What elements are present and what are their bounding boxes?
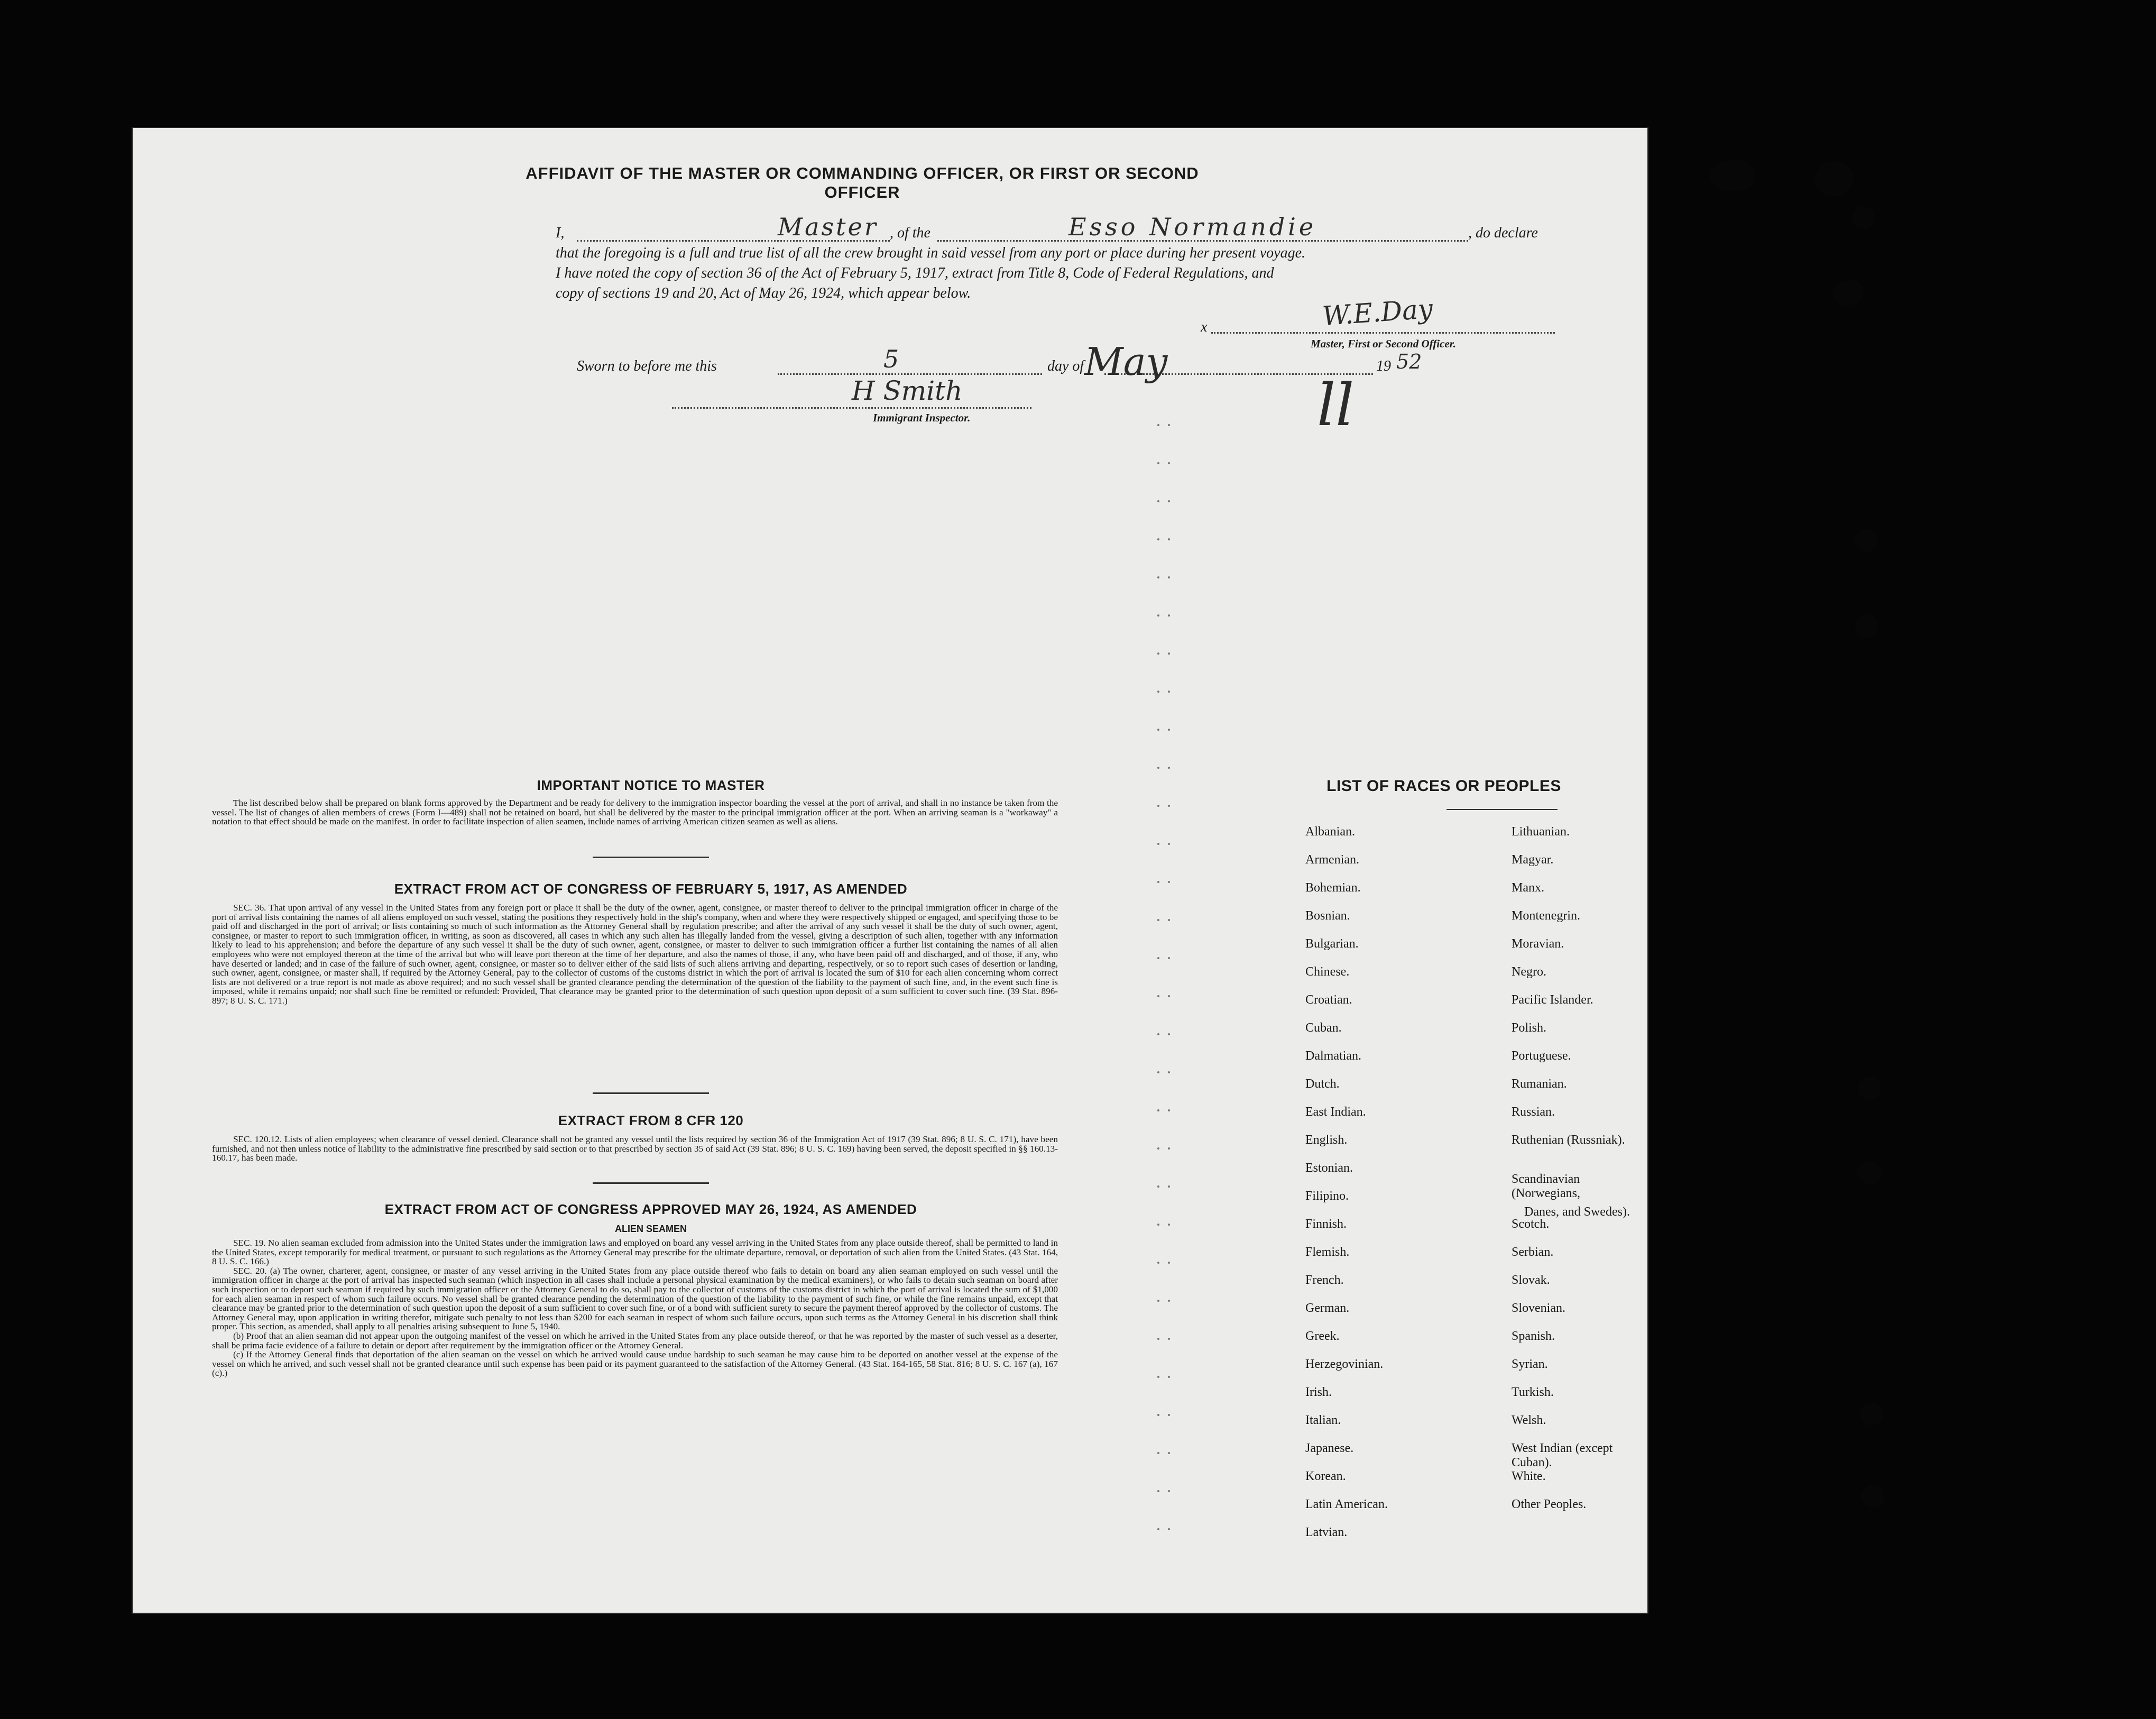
race-item: Albanian. bbox=[1305, 825, 1355, 839]
year-handwritten: 52 bbox=[1396, 350, 1422, 373]
guide-dot bbox=[1157, 500, 1159, 502]
race-item: Moravian. bbox=[1512, 937, 1564, 951]
guide-dot bbox=[1157, 1414, 1159, 1416]
day-line bbox=[778, 373, 1042, 375]
signature-x-mark: x bbox=[1201, 319, 1208, 335]
label-of-the: , of the bbox=[890, 225, 930, 241]
punch-hole bbox=[1855, 614, 1878, 638]
guide-dot bbox=[1168, 576, 1170, 578]
ink-blot bbox=[1833, 280, 1863, 306]
race-item: Croatian. bbox=[1305, 993, 1352, 1007]
guide-dot bbox=[1157, 576, 1159, 578]
inspector-line bbox=[672, 407, 1031, 409]
extract-1924-body bbox=[212, 1238, 1058, 1378]
race-item: Rumanian. bbox=[1512, 1077, 1567, 1091]
guide-dot bbox=[1168, 1224, 1170, 1226]
affidavit-title: AFFIDAVIT OF THE MASTER OR COMMANDING OFFICER, OR FIRST OR SECOND OFFICER bbox=[526, 164, 1199, 201]
guide-dot bbox=[1168, 1376, 1170, 1378]
race-item: Other Peoples. bbox=[1512, 1497, 1587, 1511]
race-item: French. bbox=[1305, 1273, 1344, 1287]
guide-dot bbox=[1157, 424, 1159, 426]
affidavit-line-2: that the foregoing is a full and true list of all the crew brought in said vessel from any port or place during her present voyage. bbox=[556, 245, 1306, 261]
guide-dot bbox=[1168, 1147, 1170, 1150]
race-item: Chinese. bbox=[1305, 965, 1350, 979]
race-item: Bohemian. bbox=[1305, 881, 1361, 895]
extract-cfr-title: EXTRACT FROM 8 CFR 120 bbox=[558, 1113, 744, 1128]
race-item: Syrian. bbox=[1512, 1357, 1548, 1371]
sec-20c-text: (c) If the Attorney General finds that deportation of the alien seaman on the vessel on which he arrived would cause undue hardship to such seaman he may cause him to be deported on another vessel at the expense of the vessel on which he arrived, and such vessel shall not be granted clearance until such expense has been paid or its payment guaranteed to the satisfaction of the Attorney General. (43 Stat. 164-165, 58 Stat. 816; 8 U. S. C. 167 (a), 167 (c).) bbox=[212, 1349, 1058, 1378]
extract-cfr-body: SEC. 120.12. Lists of alien employees; when clearance of vessel denied. Clearance shall not be granted any vessel until the lists required by section 36 of the Immigration Act of 1917 (39 Stat. 896; 8 U. S. C. 171), have been furnished, and not then unless notice of liability to the administrative fine prescribed by said section or to that prescribed by section 35 of said Act (39 Stat. 896; 8 U. S. C. 169) having been served, the deposit specified in §§ 160.13-160.17, has been made. bbox=[212, 1134, 1058, 1163]
race-item: Dalmatian. bbox=[1305, 1049, 1361, 1063]
guide-dot bbox=[1168, 614, 1170, 617]
race-item: Turkish. bbox=[1512, 1385, 1554, 1399]
guide-dot bbox=[1168, 1185, 1170, 1188]
race-item: Italian. bbox=[1305, 1413, 1341, 1427]
extract-1917-body: SEC. 36. That upon arrival of any vessel in the United States from any foreign port or place it shall be the duty of the owner, agent, consignee, or master thereof to deliver to the principal immigration officer in charge of the port of arrival lists containing the names of all aliens employed on such vessel, stating the positions they respectively hold in the ship's company, when and where they were respectively shipped or engaged, and specifying those to be paid off and discharged in the port of arrival; or lists containing so much of such information as the Attorney General shall by regulation prescribe; and after the arrival of any such vessel it shall be the duty of such owner, agent, consignee, or master to report to such immigration officer, in writing, as soon as discovered, all cases in which any such alien has illegally landed from the vessel, giving a description of such alien, together with any information likely to lead to his apprehension; and before the departure of any such vessel it shall be the duty of such owner, agent, consignee, or master to deliver to such immigration officer a further list containing the names of all alien employees who were not employed thereon at the time of the arrival but who will leave port thereon at the time of her departure, and also the names of those, if any, who have been paid off and discharged, and of those, if any, who have deserted or landed; and in case of the failure of such owner, agent, consignee, or master so to deliver either of the said lists of such aliens arriving and departing, respectively, or so to report such cases of desertion or landing, such owner, agent, consignee, or master shall, if required by the Attorney General, pay to the collector of customs of the customs district in which the port of arrival is located the sum of $10 for each alien concerning whom correct lists are not delivered or a true report is not made as above required; and no such vessel shall be granted clearance pending the determination of the question of the liability to the payment of such fine, and, in the event such fine is imposed, while it remains unpaid; nor shall such fine be remitted or refunded: Provided, That clearance may be granted prior to the determination of such question upon deposit of a sum sufficient to cover such fine. (39 Stat. 896-897; 8 U. S. C. 171.) bbox=[212, 903, 1058, 1006]
guide-dot bbox=[1168, 500, 1170, 502]
guide-dot bbox=[1157, 1490, 1159, 1492]
guide-dot bbox=[1157, 1224, 1159, 1226]
label-year-prefix: 19 bbox=[1376, 358, 1391, 374]
sec-20-text: SEC. 20. (a) The owner, charterer, agent, consignee, or master of any vessel arriving in the United States from any place outside thereof who fails to detain on board any alien seaman employed on such vessel until the immigration officer in charge at the port of arrival has inspected such seaman (which inspection in all cases shall include a personal physical examination by the medical examiners), or who fails to detain such seaman on board after such inspection or to deport such seaman if required by such immigration officer or the Attorney General to do so, shall pay to the collector of customs of the customs district in which the port of arrival is located the sum of $1,000 for each alien seaman in respect of whom such failure occurs. No vessel shall be granted clearance pending the determination of the question of the liability to the payment of such fine, or while the fine remains unpaid, except that clearance may be granted prior to the determination of such question upon the deposit of a sum sufficient to cover such fine, or of a bond with sufficient surety to secure the payment thereof approved by the collector of customs. The Attorney General may, upon application in writing therefor, mitigate such penalty to not less than $200 for each seaman in respect of whom such failure occurs, upon such terms as the Attorney General in his discretion shall think proper. This section, as amended, shall apply to all penalties arising subsequent to June 5, 1940. bbox=[212, 1265, 1058, 1332]
divider-1 bbox=[593, 857, 709, 858]
guide-dot bbox=[1157, 1376, 1159, 1378]
race-item: Korean. bbox=[1305, 1469, 1346, 1483]
master-signature-handwritten: W.E.Day bbox=[1321, 293, 1434, 332]
race-item: Serbian. bbox=[1512, 1245, 1554, 1259]
guide-dot bbox=[1168, 1071, 1170, 1073]
race-item: Spanish. bbox=[1512, 1329, 1555, 1343]
race-item: Irish. bbox=[1305, 1385, 1332, 1399]
punch-hole bbox=[1861, 1485, 1884, 1508]
guide-dot bbox=[1168, 995, 1170, 997]
sec-19-text: SEC. 19. No alien seaman excluded from admission into the United States under the immigration laws and employed on board any vessel arriving in the United States from any place outside thereof, shall be permitted to land in the United States, except temporarily for medical treatment, or pursuant to such regulations as the Attorney General may prescribe for the ultimate departure, removal, or deportation of such alien from the United States. (43 Stat. 164, 8 U. S. C. 166.) bbox=[212, 1238, 1058, 1267]
guide-dot bbox=[1157, 1109, 1159, 1111]
guide-dot bbox=[1168, 1414, 1170, 1416]
sec-20b-text: (b) Proof that an alien seaman did not appear upon the outgoing manifest of the vessel on which he arrived in the United States from any place outside thereof, or that he was reported by the master of such vessel as a deserter, shall be prima facie evidence of a failure to detain or deport after requirement by the immigration officer or the Attorney General. bbox=[212, 1330, 1058, 1350]
race-item: Scotch. bbox=[1512, 1217, 1550, 1231]
ink-blot bbox=[1811, 157, 1857, 202]
guide-dot bbox=[1157, 995, 1159, 997]
race-item: Japanese. bbox=[1305, 1441, 1354, 1455]
guide-dot bbox=[1157, 919, 1159, 921]
guide-dot bbox=[1157, 1185, 1159, 1188]
race-item: Cuban. bbox=[1305, 1021, 1342, 1035]
guide-dot bbox=[1168, 691, 1170, 693]
form-sheet bbox=[133, 128, 1647, 1613]
guide-dot bbox=[1168, 424, 1170, 426]
race-item: Armenian. bbox=[1305, 853, 1359, 867]
guide-dot bbox=[1157, 1262, 1159, 1264]
guide-dot bbox=[1157, 843, 1159, 845]
race-item: Montenegrin. bbox=[1512, 909, 1580, 923]
notice-title: IMPORTANT NOTICE TO MASTER bbox=[537, 777, 765, 793]
race-item: Latvian. bbox=[1305, 1525, 1348, 1539]
race-item: Magyar. bbox=[1512, 853, 1554, 867]
guide-dot bbox=[1157, 1071, 1159, 1073]
race-item: Dutch. bbox=[1305, 1077, 1340, 1091]
race-item: Latin American. bbox=[1305, 1497, 1388, 1511]
extract-1924-title: EXTRACT FROM ACT OF CONGRESS APPROVED MAY 26, 1924, AS AMENDED bbox=[384, 1201, 917, 1217]
affidavit-line-4: copy of sections 19 and 20, Act of May 26, 1924, which appear below. bbox=[556, 285, 971, 301]
guide-dot bbox=[1157, 538, 1159, 540]
races-title-rule bbox=[1446, 809, 1558, 810]
race-item: Negro. bbox=[1512, 965, 1546, 979]
race-item: English. bbox=[1305, 1133, 1348, 1147]
inspector-signature-handwritten: H Smith bbox=[852, 375, 963, 406]
race-item: Welsh. bbox=[1512, 1413, 1546, 1427]
races-title: LIST OF RACES OR PEOPLES bbox=[1326, 777, 1561, 795]
guide-dot bbox=[1157, 1338, 1159, 1340]
guide-dot bbox=[1168, 805, 1170, 807]
label-i: I, bbox=[556, 225, 565, 241]
guide-dot bbox=[1157, 957, 1159, 959]
race-item: Ruthenian (Russniak). bbox=[1512, 1133, 1625, 1147]
notice-body: The list described below shall be prepared on blank forms approved by the Department and be ready for delivery to the immigration inspector boarding the vessel at the port of arrival, and shall in no instance be taken from the vessel. The list of changes of alien members of crews (Form I—489) shall not be retained on board, but shall be delivered by the master to the principal immigration officer at the port. When an arriving seaman is a "workaway" a notation to that effect should be made on the manifest. In order to facilitate inspection of alien seamen, include names of arriving American citizen seamen as well as aliens. bbox=[212, 798, 1058, 827]
guide-dot bbox=[1157, 462, 1159, 464]
guide-dot bbox=[1157, 805, 1159, 807]
vessel-name-handwritten: Esso Normandie bbox=[1068, 213, 1317, 241]
guide-dot bbox=[1168, 843, 1170, 845]
race-item: Manx. bbox=[1512, 881, 1544, 895]
inspector-label: Immigrant Inspector. bbox=[873, 411, 971, 424]
guide-dot bbox=[1157, 691, 1159, 693]
guide-dot bbox=[1168, 1490, 1170, 1492]
punch-hole bbox=[1858, 1077, 1881, 1100]
guide-dot bbox=[1157, 881, 1159, 883]
guide-dot bbox=[1157, 767, 1159, 769]
race-item: Filipino. bbox=[1305, 1189, 1349, 1203]
punch-hole bbox=[1855, 529, 1878, 552]
ink-blot bbox=[1707, 156, 1757, 195]
signature-label: Master, First or Second Officer. bbox=[1311, 337, 1456, 350]
race-item: Flemish. bbox=[1305, 1245, 1350, 1259]
guide-dot bbox=[1168, 1033, 1170, 1035]
race-item: Danes, and Swedes). bbox=[1524, 1205, 1630, 1219]
race-item: East Indian. bbox=[1305, 1105, 1366, 1119]
race-item: Greek. bbox=[1305, 1329, 1340, 1343]
guide-dot bbox=[1168, 462, 1170, 464]
guide-dot bbox=[1168, 881, 1170, 883]
race-item: West Indian (except Cuban). bbox=[1512, 1441, 1613, 1469]
race-item: Russian. bbox=[1512, 1105, 1555, 1119]
officer-title-handwritten: Master bbox=[778, 213, 878, 241]
guide-dot bbox=[1157, 614, 1159, 617]
punch-hole bbox=[1860, 1402, 1883, 1426]
punch-hole bbox=[1858, 1161, 1881, 1184]
guide-dot bbox=[1157, 1147, 1159, 1150]
guide-dot bbox=[1168, 729, 1170, 731]
guide-dot bbox=[1157, 729, 1159, 731]
guide-dot bbox=[1168, 1528, 1170, 1530]
guide-dot bbox=[1157, 1033, 1159, 1035]
race-item: Slovenian. bbox=[1512, 1301, 1565, 1315]
month-handwritten: May bbox=[1084, 339, 1168, 384]
race-item: Finnish. bbox=[1305, 1217, 1347, 1231]
guide-dot bbox=[1168, 1262, 1170, 1264]
race-item: Estonian. bbox=[1305, 1161, 1353, 1175]
race-item: Polish. bbox=[1512, 1021, 1547, 1035]
extract-1924-subtitle: ALIEN SEAMEN bbox=[614, 1224, 687, 1234]
race-item: Slovak. bbox=[1512, 1273, 1550, 1287]
guide-dot bbox=[1168, 919, 1170, 921]
guide-dot bbox=[1157, 1300, 1159, 1302]
label-day-of: day of bbox=[1047, 358, 1084, 374]
race-item: Herzegovinian. bbox=[1305, 1357, 1384, 1371]
guide-dot bbox=[1168, 538, 1170, 540]
affidavit-line-3: I have noted the copy of section 36 of the Act of February 5, 1917, extract from Title 8, Code of Federal Regulations, and bbox=[556, 265, 1274, 281]
label-do-declare: , do declare bbox=[1468, 225, 1538, 241]
guide-dot bbox=[1168, 1300, 1170, 1302]
race-item: Portuguese. bbox=[1512, 1049, 1571, 1063]
guide-dot bbox=[1168, 1452, 1170, 1454]
race-item: Scandinavian (Norwegians, bbox=[1512, 1172, 1580, 1201]
signature-line bbox=[1211, 332, 1555, 334]
guide-dot bbox=[1157, 652, 1159, 655]
guide-dot bbox=[1168, 1338, 1170, 1340]
race-item: Bosnian. bbox=[1305, 909, 1350, 923]
guide-dot bbox=[1168, 957, 1170, 959]
label-sworn: Sworn to before me this bbox=[577, 358, 717, 374]
extract-1917-title: EXTRACT FROM ACT OF CONGRESS OF FEBRUARY 5, 1917, AS AMENDED bbox=[394, 881, 908, 897]
initials-handwritten: ll bbox=[1317, 371, 1355, 439]
punch-hole bbox=[1851, 206, 1875, 229]
race-item: German. bbox=[1305, 1301, 1350, 1315]
guide-dot bbox=[1168, 1109, 1170, 1111]
guide-dot bbox=[1168, 767, 1170, 769]
guide-dot bbox=[1157, 1452, 1159, 1454]
guide-dot bbox=[1157, 1528, 1159, 1530]
divider-2 bbox=[593, 1092, 709, 1094]
race-item: Pacific Islander. bbox=[1512, 993, 1593, 1007]
race-item: Bulgarian. bbox=[1305, 937, 1359, 951]
divider-3 bbox=[593, 1182, 709, 1184]
race-item: Lithuanian. bbox=[1512, 825, 1570, 839]
guide-dot bbox=[1168, 652, 1170, 655]
day-handwritten: 5 bbox=[883, 345, 899, 373]
race-item: White. bbox=[1512, 1469, 1546, 1483]
